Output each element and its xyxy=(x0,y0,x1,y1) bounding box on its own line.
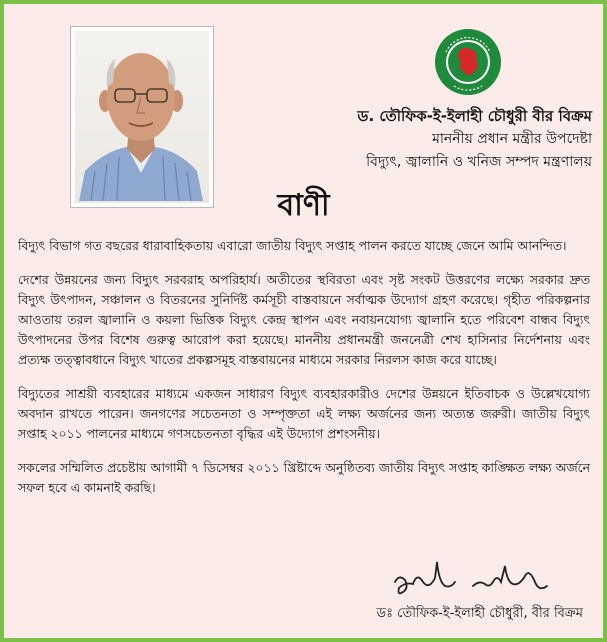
paragraph: দেশের উন্নয়নের জন্য বিদ্যুৎ সরবরাহ অপরিহার্য। অতীতের স্থবিরতা এবং সৃষ্ট সংকট উত্তরণের লক্ষ্যে সরকার দ্রুত বিদ্যুৎ উৎপাদন, সঞ্চালন ও বিতরনের সুনির্দিষ্ট কর্মসূচী বাস্তবায়নে সর্বাত্মক উদ্যোগ গ্রহণ করেছে। গৃহীত পরিকল্পনার আওতায় তরল জ্বালানি ও কয়লা ভিত্তিক বিদ্যুৎ কেন্দ্র স্থাপন এবং নবায়নযোগ্য জ্বালানি হতে পরিবেশ বান্ধব বিদ্যুৎ উৎপাদনের উপর বিশেষ গুরুত্ব আরোপ করা হয়েছে। মাননীয় প্রধানমন্ত্রী জননেত্রী শেখ হাসিনার নির্দেশনায় এবং প্রত্যক্ষ তত্ত্বাবধানে বিদ্যুৎ খাতের প্রকল্পসমূহ বাস্তবায়নের মাধ্যমে সরকার নিরলস কাজ করে যাচ্ছে। xyxy=(18,272,590,367)
author-header xyxy=(204,104,592,174)
handwritten-signature xyxy=(389,552,559,600)
portrait-photo xyxy=(75,31,209,203)
message-title: বাণী xyxy=(277,188,330,223)
paragraph: বিদ্যুতের সাশ্রয়ী ব্যবহারের মাধ্যমে একজন সাধারণ বিদ্যুৎ ব্যবহারকারীও দেশের উন্নয়নে ইতিবাচক ও উল্লেখযোগ্য অবদান রাখতে পারেন। জনগণের সচেতনতা ও সম্পৃক্ততা এই লক্ষ্য অর্জনের জন্য অত্যন্ত জরুরী। জাতীয় বিদ্যুৎ সপ্তাহ ২০১১ পালনের মাধ্যমে গণসচেতনতা বৃদ্ধির এই উদ্যোগ প্রশংসনীয়। xyxy=(18,386,590,441)
portrait-frame xyxy=(70,26,214,208)
author-name: ড. তৌফিক-ই-ইলাহী চৌধুরী বীর বিক্রম xyxy=(357,107,592,125)
message-body xyxy=(18,236,590,512)
government-seal-icon xyxy=(434,28,502,96)
paragraph: বিদ্যুৎ বিভাগ গত বছরের ধারাবাহিকতায় এবারো জাতীয় বিদ্যুৎ সপ্তাহ পালন করতে যাচ্ছে জেনে আমি আনন্দিত। xyxy=(18,238,567,253)
signatory-name: ডঃ তৌফিক-ই-ইলাহী চৌধুরী, বীর বিক্রম xyxy=(376,606,583,621)
paragraph: সকলের সম্মিলিত প্রচেষ্টায় আগামী ৭ ডিসেম্বর ২০১১ খ্রিষ্টাব্দে অনুষ্ঠিতব্য জাতীয় বিদ্যুৎ সপ্তাহ কাঙ্ক্ষিত লক্ষ্য অর্জনে সফল হবে এ কামনাই করছি। xyxy=(18,460,590,495)
author-designation: মাননীয় প্রধান মন্ত্রীর উপদেষ্টা xyxy=(432,131,592,147)
ministry-name: বিদ্যুৎ, জ্বালানি ও খনিজ সম্পদ মন্ত্রণালয় xyxy=(366,154,592,170)
